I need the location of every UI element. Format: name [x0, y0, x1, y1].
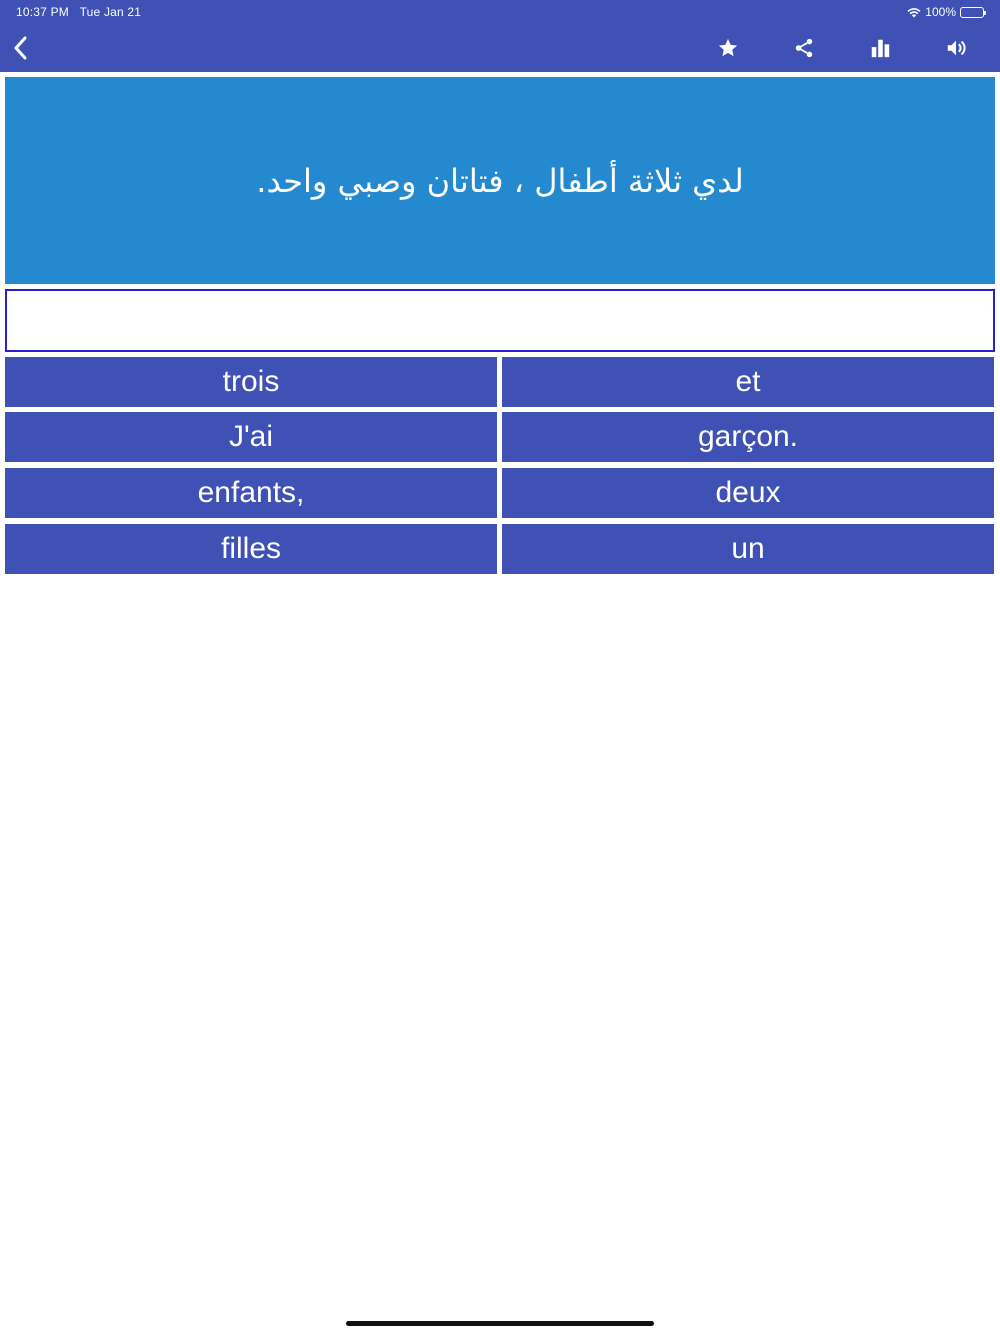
home-indicator[interactable] [346, 1321, 654, 1326]
status-indicators [907, 5, 984, 19]
bar-chart-icon [869, 37, 891, 59]
word-tile[interactable]: filles [5, 524, 497, 574]
clock-time: 10:37 PM [16, 5, 69, 19]
battery-percent: 100% [925, 5, 956, 19]
favorite-button[interactable] [710, 30, 746, 66]
share-button[interactable] [786, 30, 822, 66]
word-tile[interactable]: un [502, 524, 994, 574]
word-tile[interactable]: J'ai [5, 412, 497, 462]
back-button[interactable] [6, 32, 34, 64]
audio-button[interactable] [938, 30, 974, 66]
word-tile[interactable]: garçon. [502, 412, 994, 462]
battery-icon [960, 7, 984, 18]
star-icon [717, 37, 739, 59]
app-header [0, 0, 1000, 72]
status-time [16, 5, 141, 19]
stats-button[interactable] [862, 30, 898, 66]
share-icon [793, 37, 815, 59]
speaker-icon [944, 37, 968, 59]
word-tile[interactable]: enfants, [5, 468, 497, 518]
word-tile[interactable]: deux [502, 468, 994, 518]
prompt-panel [5, 77, 995, 284]
prompt-text: لدي ثلاثة أطفال ، فتاتان وصبي واحد. [256, 161, 744, 200]
answer-field[interactable] [5, 289, 995, 352]
back-icon [13, 36, 27, 60]
word-tile[interactable]: et [502, 357, 994, 407]
clock-date: Tue Jan 21 [79, 5, 142, 19]
wifi-icon [907, 7, 921, 18]
word-tile[interactable]: trois [5, 357, 497, 407]
